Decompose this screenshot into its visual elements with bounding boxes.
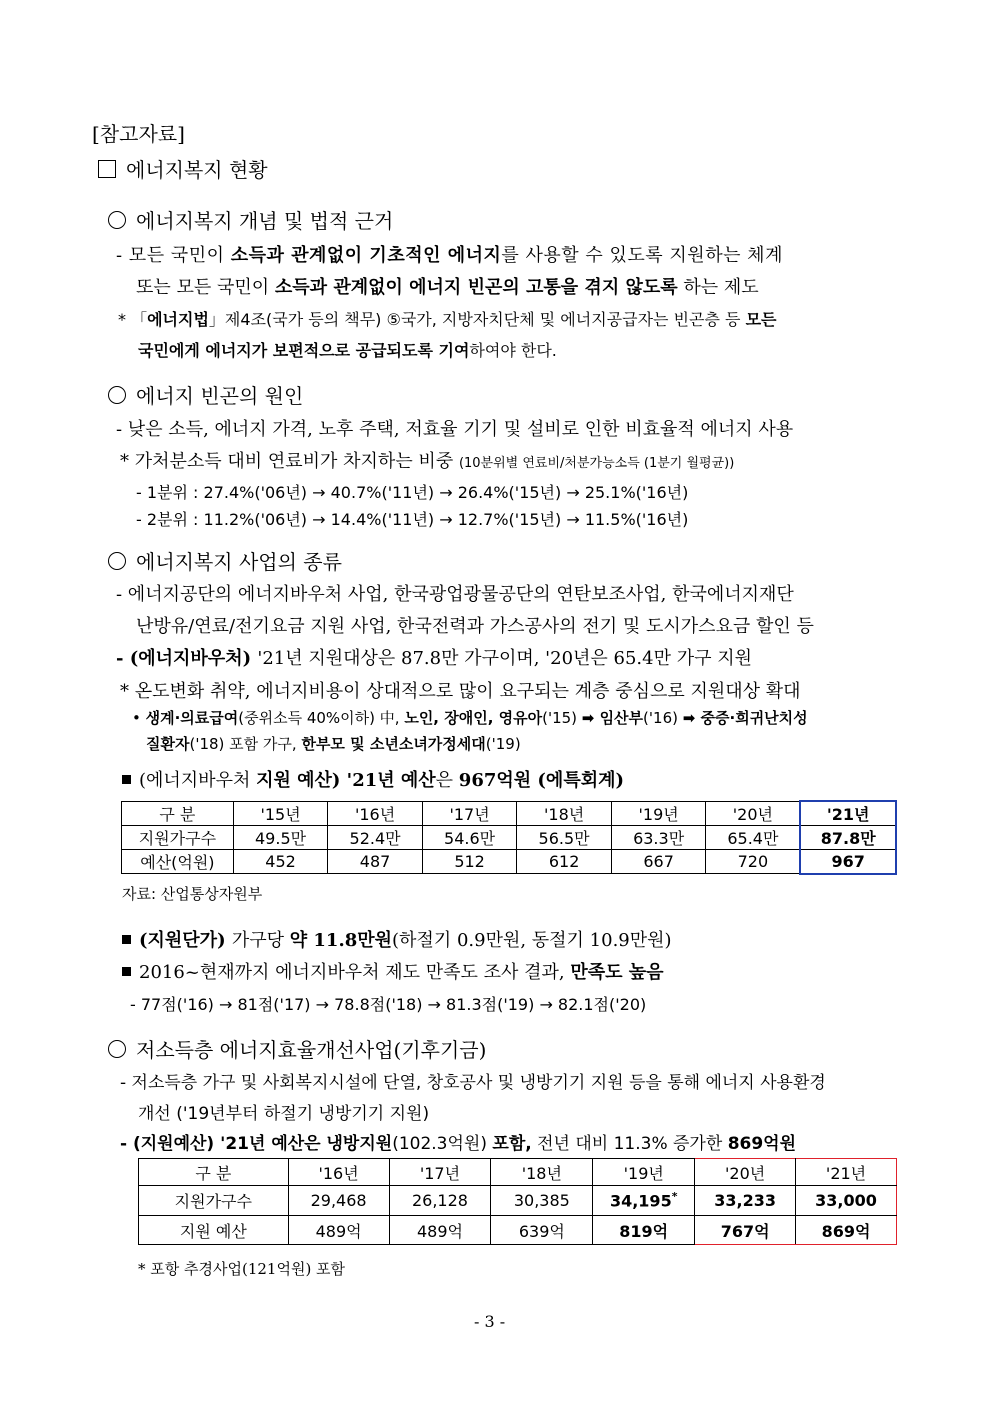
table-row [139,1216,897,1245]
table-cell: 869억 [796,1216,897,1245]
note: * 온도변화 취약, 에너지비용이 상대적으로 많이 요구되는 계층 중심으로 지원대상 확대 [120,681,801,702]
table-row [122,850,897,874]
table-cell: 87.8만 [800,826,896,850]
table-header-row [139,1159,897,1186]
table-cell: 967 [800,850,896,874]
survey-scores: - 77점('16) → 81점('17) → 78.8점('18) → 81.3점('19) → 82.1점('20) [130,995,647,1014]
circle-icon [108,1040,126,1058]
square-icon [98,160,116,178]
table-cell: 54.6만 [422,826,517,850]
section-heading: 저소득층 에너지효율개선사업(기후기금) [108,1034,486,1063]
table-header-cell: 구 분 [139,1159,289,1186]
table-header-cell: '18년 [491,1159,593,1186]
note: * 가처분소득 대비 연료비가 차지하는 비중 (10분위별 연료비/처분가능소득 (1분기 월평균)) [120,451,735,472]
unit-price-line: (지원단가) 가구당 약 11.8만원(하절기 0.9만원, 동절기 10.9만원) [122,926,672,952]
paragraph: - 낮은 소득, 에너지 가격, 노후 주택, 저효율 기기 및 설비로 인한 비효율적 에너지 사용 [116,419,794,440]
section-heading: 에너지복지 사업의 종류 [108,546,342,575]
page-number: - 3 - [474,1312,506,1331]
square-bullet-icon [122,967,131,976]
section-heading: 에너지복지 개념 및 법적 근거 [108,205,393,234]
main-title: 에너지복지 현황 [98,154,268,183]
table-cell: 56.5만 [517,826,612,850]
data-line: - 2분위 : 11.2%('06년) → 14.4%('11년) → 12.7%('15년) → 11.5%('16년) [136,510,689,529]
table-header-cell: '16년 [288,1159,389,1186]
note: 국민에게 에너지가 보편적으로 공급되도록 기여하여야 한다. [138,341,557,360]
paragraph: 난방유/연료/전기요금 지원 사업, 한국전력과 가스공사의 전기 및 도시가스요금 할인 등 [136,616,814,637]
table-header-cell: '20년 [706,801,801,826]
table-cell: 49.5만 [233,826,328,850]
table-cell: 489억 [288,1216,389,1245]
table-header-cell: '15년 [233,801,328,826]
table-cell: 489억 [389,1216,491,1245]
table-cell: 지원가구수 [122,826,234,850]
table-cell: 예산(억원) [122,850,234,874]
table-header-cell: '17년 [389,1159,491,1186]
table-row [122,826,897,850]
survey-line: 2016~현재까지 에너지바우처 제도 만족도 조사 결과, 만족도 높음 [122,958,664,984]
table-cell: 26,128 [389,1186,491,1216]
table-cell: 720 [706,850,801,874]
table-header-row [122,801,897,826]
table-cell: 지원 예산 [139,1216,289,1245]
source-note: 자료: 산업통상자원부 [122,885,263,903]
paragraph: - 저소득층 가구 및 사회복지시설에 단열, 창호공사 및 냉방기기 지원 등을 통해 에너지 사용환경 [120,1073,826,1093]
note: 질환자('18) 포함 가구, 한부모 및 소년소녀가정세대('19) [146,735,521,753]
table-cell: 29,468 [288,1186,389,1216]
table-cell: 512 [422,850,517,874]
table-row [139,1186,897,1216]
circle-icon [108,386,126,404]
table-cell: 65.4만 [706,826,801,850]
table-cell: 63.3만 [611,826,706,850]
table-cell: 452 [233,850,328,874]
table-header-cell: '17년 [422,801,517,826]
circle-icon [108,552,126,570]
table-header-cell: '21년 [796,1159,897,1186]
table-cell: 819억 [593,1216,695,1245]
footnote: * 포항 추경사업(121억원) 포함 [138,1260,346,1278]
circle-icon [108,211,126,229]
table-header-cell: '16년 [328,801,423,826]
table-header-cell: '19년 [593,1159,695,1186]
table-cell: 487 [328,850,423,874]
square-bullet-icon [122,935,131,944]
table-header-cell: '21년 [800,801,896,826]
paragraph: - 모든 국민이 소득과 관계없이 기초적인 에너지를 사용할 수 있도록 지원하는 체계 [116,245,783,266]
table-header-cell: '19년 [611,801,706,826]
data-line: - 1분위 : 27.4%('06년) → 40.7%('11년) → 26.4%('15년) → 25.1%('16년) [136,483,689,502]
paragraph: 개선 ('19년부터 하절기 냉방기기 지원) [138,1104,430,1124]
table-cell: 639억 [491,1216,593,1245]
table-cell: 612 [517,850,612,874]
table-header-cell: 구 분 [122,801,234,826]
note: * 「에너지법」제4조(국가 등의 책무) ⑤국가, 지방자치단체 및 에너지공급자는 빈곤층 등 모든 [118,310,777,329]
paragraph: - (에너지바우처) '21년 지원대상은 87.8만 가구이며, '20년은 65.4만 가구 지원 [116,648,752,669]
paragraph: 또는 모든 국민이 소득과 관계없이 에너지 빈곤의 고통을 겪지 않도록 하는 제도 [136,277,759,298]
note: • 생계·의료급여(중위소득 40%이하) 中, 노인, 장애인, 영유아('15) ➡ 임산부('16) ➡ 중증·희귀난치성 [132,709,808,727]
paragraph: - (지원예산) '21년 예산은 냉방지원(102.3억원) 포함, 전년 대비 11.3% 증가한 869억원 [120,1134,797,1154]
table-cell: 767억 [695,1216,796,1245]
section-heading: 에너지 빈곤의 원인 [108,380,303,409]
table-header-cell: '20년 [695,1159,796,1186]
square-bullet-icon [122,775,131,784]
table-cell: 667 [611,850,706,874]
budget-line: (에너지바우처 지원 예산) '21년 예산은 967억원 (에특회계) [122,766,624,792]
voucher-table [121,800,897,875]
table-cell: 52.4만 [328,826,423,850]
table-cell: 지원가구수 [139,1186,289,1216]
reference-label: [참고자료] [92,122,185,146]
table-cell: 30,385 [491,1186,593,1216]
table-cell: 33,000 [796,1186,897,1216]
table-header-cell: '18년 [517,801,612,826]
efficiency-table [138,1158,897,1245]
table-cell: 34,195* [593,1186,695,1216]
paragraph: - 에너지공단의 에너지바우처 사업, 한국광업광물공단의 연탄보조사업, 한국에너지재단 [116,584,794,605]
table-cell: 33,233 [695,1186,796,1216]
